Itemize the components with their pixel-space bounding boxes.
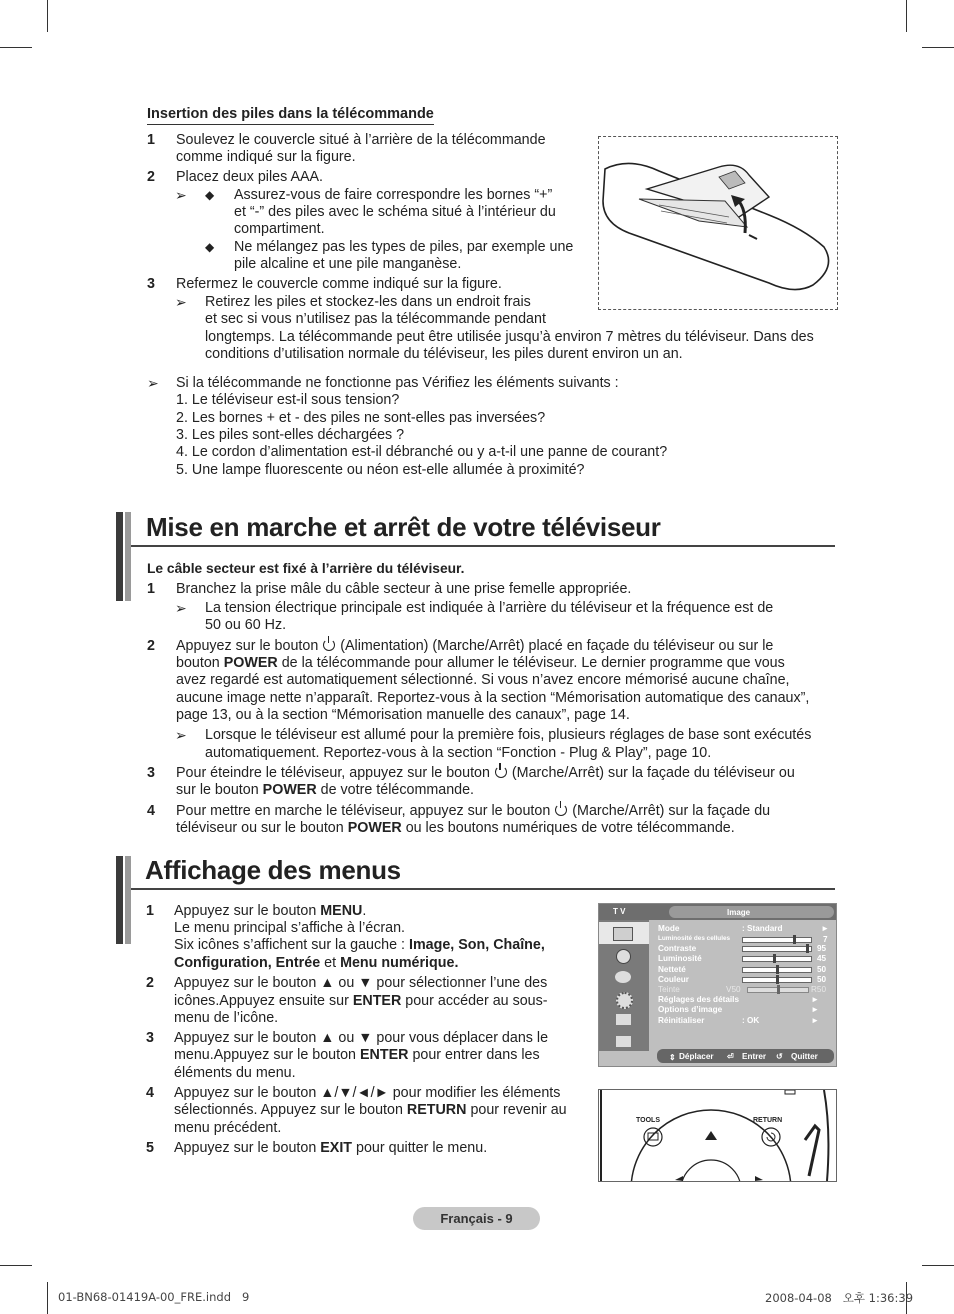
power-button-label: POWER bbox=[223, 655, 278, 671]
note-text: et sec si vous n’utilisez pas la télécommande pendant bbox=[205, 311, 546, 327]
tools-button-label: TOOLS bbox=[636, 1117, 660, 1124]
step-number: 4 bbox=[147, 803, 155, 819]
osd-slider bbox=[742, 967, 812, 973]
step-text: bouton bbox=[176, 655, 220, 671]
step-text: Pour mettre en marche le téléviseur, appuyez sur le bouton bbox=[176, 803, 551, 819]
step-text bbox=[176, 765, 795, 782]
step-text: page 13, ou à la section “Mémorisation manuelle des canaux”, page 14. bbox=[176, 707, 630, 723]
osd-row-label: Contraste bbox=[658, 944, 697, 953]
section-title: Affichage des menus bbox=[145, 855, 401, 885]
osd-footer-exit: Quitter bbox=[791, 1052, 818, 1061]
osd-slider bbox=[742, 946, 812, 952]
menu-names: Configuration, Entrée bbox=[174, 955, 321, 971]
step-text: (Marche/Arrêt) sur la façade du bbox=[572, 803, 771, 819]
check-text: Si la télécommande ne fonctionne pas Vérifiez les éléments suivants : bbox=[176, 375, 619, 391]
step-text bbox=[176, 638, 773, 655]
step-text: pour quitter le menu. bbox=[356, 1140, 488, 1156]
osd-row-value: R50 bbox=[811, 985, 827, 994]
step-number: 3 bbox=[147, 765, 155, 781]
crop-mark bbox=[922, 47, 954, 48]
osd-slider bbox=[742, 937, 812, 943]
power-icon bbox=[323, 639, 335, 651]
channel-icon bbox=[615, 971, 631, 983]
note-text: Retirez les piles et stockez-les dans un endroit frais bbox=[205, 294, 531, 310]
crop-mark bbox=[922, 1265, 954, 1266]
enter-button-label: ENTER bbox=[352, 993, 402, 1009]
step-number: 2 bbox=[147, 638, 155, 654]
step-text: (Alimentation) (Marche/Arrêt) placé en façade du téléviseur ou sur le bbox=[340, 638, 774, 654]
osd-row-value: 7 bbox=[823, 935, 828, 944]
osd-row-value: 50 bbox=[817, 975, 827, 984]
bullet-diamond-icon: ◆ bbox=[205, 240, 215, 254]
step-text: Pour éteindre le téléviseur, appuyez sur le bouton bbox=[176, 765, 490, 781]
section-bar bbox=[116, 512, 123, 601]
section-bar bbox=[125, 512, 131, 601]
remote-buttons-illustration bbox=[598, 1089, 837, 1182]
step-text: et bbox=[324, 955, 337, 971]
section-bar bbox=[116, 856, 123, 944]
note-text: Lorsque le téléviseur est allumé pour la première fois, plusieurs réglages de base sont exécutés bbox=[205, 727, 812, 743]
bullet-text: compartiment. bbox=[234, 221, 325, 237]
step-text bbox=[174, 1102, 567, 1119]
step-text: Branchez la prise mâle du câble secteur à une prise femelle appropriée. bbox=[176, 581, 632, 597]
section-title: Mise en marche et arrêt de votre téléviseur bbox=[146, 512, 661, 542]
osd-footer-enter: Entrer bbox=[742, 1052, 767, 1061]
return-button-label: RETURN bbox=[406, 1102, 467, 1118]
power-icon bbox=[495, 766, 507, 778]
note-text: La tension électrique principale est indiquée à l’arrière du téléviseur et la fréquence est de bbox=[205, 600, 774, 616]
step-text: Le menu principal s’affiche à l’écran. bbox=[174, 920, 405, 936]
step-text: Appuyez sur le bouton ▲ ou ▼ pour vous déplacer dans le bbox=[174, 1030, 549, 1046]
note-text: conditions d’utilisation normale du téléviseur, les piles durent environ un an. bbox=[205, 346, 683, 362]
osd-enter-icon: ⏎ bbox=[727, 1052, 734, 1061]
step-number: 2 bbox=[146, 975, 154, 991]
remote-battery-illustration bbox=[598, 136, 838, 310]
osd-row-label: Réinitialiser bbox=[658, 1016, 705, 1025]
osd-row-label: Couleur bbox=[658, 975, 689, 984]
osd-row-label: Réglages des détails bbox=[658, 995, 739, 1004]
step-text: pour entrer dans les bbox=[412, 1047, 540, 1063]
osd-footer-move: Déplacer bbox=[679, 1052, 714, 1061]
crop-mark bbox=[906, 0, 907, 32]
step-number: 3 bbox=[146, 1030, 154, 1046]
step-text: . bbox=[362, 903, 367, 919]
osd-row-value: : Standard bbox=[742, 924, 783, 933]
check-item: 2. Les bornes + et - des piles ne sont-elles pas inversées? bbox=[176, 410, 546, 426]
osd-row-value: 95 bbox=[817, 944, 827, 953]
step-text bbox=[174, 993, 548, 1010]
bullet-text: Ne mélangez pas les types de piles, par exemple une bbox=[234, 239, 574, 255]
step-text: aucune image nette n’apparaît. Reportez-vous à la section “Mémorisation automatique des canaux”, bbox=[176, 690, 810, 706]
step-text: avez regardé est automatiquement sélectionné. Si vous n’avez encore mémorisé aucune chaîne, bbox=[176, 672, 790, 688]
power-icon bbox=[555, 804, 567, 816]
step-number: 3 bbox=[147, 276, 155, 292]
check-item: 5. Une lampe fluorescente ou néon est-elle allumée à proximité? bbox=[176, 462, 585, 478]
osd-row-arrow: ► bbox=[811, 995, 820, 1004]
picture-icon bbox=[613, 927, 633, 941]
osd-row-label: Teinte bbox=[658, 985, 680, 994]
exit-button-label: EXIT bbox=[320, 1140, 353, 1156]
note-arrow-icon: ➢ bbox=[175, 187, 187, 203]
step-text: Refermez le couvercle comme indiqué sur la figure. bbox=[176, 276, 502, 292]
osd-tv-label: T V bbox=[613, 907, 626, 916]
osd-row-value: 50 bbox=[817, 965, 827, 974]
step-text: ou les boutons numériques de votre télécommande. bbox=[405, 820, 735, 836]
intro-text: Le câble secteur est fixé à l’arrière du téléviseur. bbox=[147, 561, 465, 576]
step-text: menu de l’icône. bbox=[174, 1010, 279, 1026]
step-text: Soulevez le couvercle situé à l’arrière de la télécommande bbox=[176, 132, 546, 148]
osd-row-label: Luminosité des cellules bbox=[658, 935, 731, 942]
sound-icon bbox=[616, 949, 631, 964]
step-text bbox=[174, 903, 366, 920]
step-text: Six icônes s’affichent sur la gauche : bbox=[174, 937, 405, 953]
osd-row-label: Luminosité bbox=[658, 954, 702, 963]
step-text bbox=[174, 1047, 540, 1064]
note-arrow-icon: ➢ bbox=[175, 727, 187, 743]
bullet-diamond-icon: ◆ bbox=[205, 188, 215, 202]
check-item: 1. Le téléviseur est-il sous tension? bbox=[176, 392, 400, 408]
crop-mark bbox=[47, 0, 48, 32]
osd-header-pill bbox=[669, 906, 834, 918]
setup-icon bbox=[616, 992, 633, 1009]
osd-header: Image bbox=[727, 908, 751, 917]
note-arrow-icon: ➢ bbox=[175, 600, 187, 616]
step-text bbox=[176, 820, 735, 837]
crop-mark bbox=[47, 1282, 48, 1314]
crop-mark bbox=[0, 1265, 32, 1266]
note-arrow-icon: ➢ bbox=[147, 375, 159, 391]
step-number: 4 bbox=[146, 1085, 154, 1101]
osd-row-label: Netteté bbox=[658, 965, 686, 974]
page-number: Français - 9 bbox=[440, 1211, 513, 1226]
osd-menu-screenshot bbox=[598, 903, 837, 1067]
step-text: comme indiqué sur la figure. bbox=[176, 149, 356, 165]
step-number: 2 bbox=[147, 169, 155, 185]
section-rule bbox=[131, 545, 835, 547]
step-text: Appuyez sur le bouton bbox=[176, 638, 319, 654]
step-text: (Marche/Arrêt) sur la façade du téléviseur ou bbox=[511, 765, 795, 781]
note-text: 50 ou 60 Hz. bbox=[205, 617, 287, 633]
date-info: 2008-04-08 오후 1:36:39 bbox=[765, 1291, 914, 1305]
note-arrow-icon: ➢ bbox=[175, 294, 187, 310]
osd-row-value: 45 bbox=[817, 954, 827, 963]
power-button-label: POWER bbox=[262, 782, 317, 798]
section-rule bbox=[131, 888, 835, 890]
step-text: pour accéder au sous- bbox=[405, 993, 548, 1009]
osd-return-icon: ↺ bbox=[776, 1052, 783, 1061]
step-text: Appuyez sur le bouton bbox=[174, 1140, 317, 1156]
bullet-text: Assurez-vous de faire correspondre les bornes “+” bbox=[234, 187, 553, 203]
step-text: sur le bouton bbox=[176, 782, 259, 798]
input-icon bbox=[616, 1014, 631, 1025]
step-text: de votre télécommande. bbox=[320, 782, 475, 798]
step-text bbox=[176, 803, 770, 820]
bullet-text: et “-” des piles avec le schéma situé à l’intérieur du bbox=[234, 204, 556, 220]
menu-names: Image, Son, Chaîne, bbox=[408, 937, 545, 953]
step-text: Appuyez sur le bouton ▲ ou ▼ pour sélectionner l’une des bbox=[174, 975, 548, 991]
check-item: 4. Le cordon d’alimentation est-il débranché ou y a-t-il une panne de courant? bbox=[176, 444, 668, 460]
menu-button-label: MENU bbox=[320, 903, 363, 919]
note-text: automatiquement. Reportez-vous à la section “Fonction - Plug & Play”, page 10. bbox=[205, 745, 712, 761]
osd-slider bbox=[742, 956, 812, 962]
menu-names: Menu numérique. bbox=[340, 955, 459, 971]
step-text bbox=[176, 782, 474, 799]
enter-button-label: ENTER bbox=[360, 1047, 409, 1063]
osd-slider bbox=[742, 977, 812, 983]
step-text: menu précédent. bbox=[174, 1120, 282, 1136]
digital-menu-icon bbox=[616, 1036, 631, 1047]
step-text: menu.Appuyez sur le bouton bbox=[174, 1047, 357, 1063]
step-text: icônes.Appuyez ensuite sur bbox=[174, 993, 349, 1009]
step-text: pour revenir au bbox=[470, 1102, 567, 1118]
power-button-label: POWER bbox=[347, 820, 402, 836]
step-text: sélectionnés. Appuyez sur le bouton bbox=[174, 1102, 403, 1118]
step-text bbox=[174, 955, 458, 972]
step-text: Appuyez sur le bouton bbox=[174, 903, 317, 919]
step-number: 1 bbox=[146, 903, 154, 919]
osd-row-value: : OK bbox=[742, 1016, 760, 1025]
osd-row-value: V50 bbox=[726, 985, 741, 994]
osd-row-arrow: ► bbox=[811, 1016, 820, 1025]
note-text: longtemps. La télécommande peut être utilisée jusqu’à environ 7 mètres du téléviseur. Dans des bbox=[205, 329, 814, 345]
section-bar bbox=[125, 856, 131, 944]
step-number: 1 bbox=[147, 581, 155, 597]
step-text bbox=[174, 1140, 487, 1157]
battery-heading: Insertion des piles dans la télécommande bbox=[147, 106, 434, 125]
crop-mark bbox=[0, 47, 32, 48]
file-info: 01-BN68-01419A-00_FRE.indd 9 bbox=[58, 1290, 250, 1304]
step-text: de la télécommande pour allumer le téléviseur. Le dernier programme que vous bbox=[281, 655, 785, 671]
osd-row-label: Mode bbox=[658, 924, 680, 933]
step-number: 5 bbox=[146, 1140, 154, 1156]
step-text: Appuyez sur le bouton ▲/▼/◄/► pour modifier les éléments bbox=[174, 1085, 561, 1101]
bullet-text: pile alcaline et une pile manganèse. bbox=[234, 256, 462, 272]
step-number: 1 bbox=[147, 132, 155, 148]
osd-updown-icon: ⇕ bbox=[669, 1053, 676, 1062]
step-text bbox=[176, 655, 785, 672]
osd-row-arrow: ► bbox=[811, 1005, 820, 1014]
step-text: Placez deux piles AAA. bbox=[176, 169, 324, 185]
step-text: téléviseur ou sur le bouton bbox=[176, 820, 344, 836]
step-text bbox=[174, 937, 545, 954]
osd-slider bbox=[747, 987, 809, 993]
check-item: 3. Les piles sont-elles déchargées ? bbox=[176, 427, 405, 443]
return-button-label: RETURN bbox=[753, 1117, 783, 1124]
osd-row-label: Options d’image bbox=[658, 1005, 723, 1014]
step-text: éléments du menu. bbox=[174, 1065, 296, 1081]
osd-row-arrow: ► bbox=[821, 924, 830, 933]
